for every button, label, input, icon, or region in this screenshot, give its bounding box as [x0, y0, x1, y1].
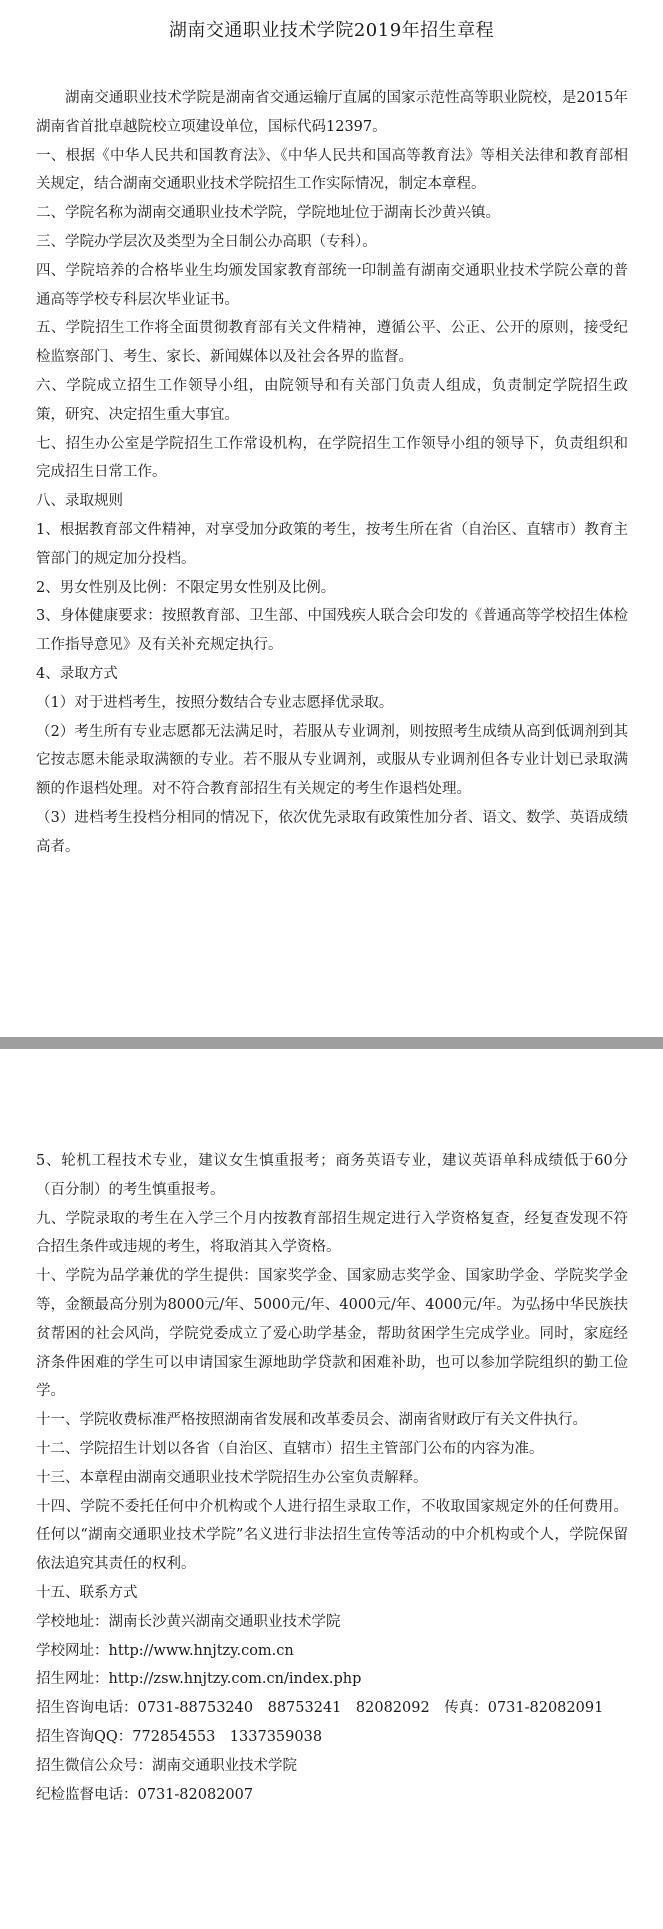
paragraph: （1）对于进档考生，按照分数结合专业志愿择优录取。 [36, 694, 394, 711]
section-heading: 十五、联系方式 [36, 1584, 138, 1601]
paragraph: 十一、学院收费标准严格按照湖南省发展和改革委员会、湖南省财政厅有关文件执行。 [36, 1412, 587, 1429]
contact-qq: 招生咨询QQ：772854553 1337359038 [36, 1728, 323, 1745]
paragraph: 2、男女性别及比例：不限定男女性别及比例。 [36, 579, 336, 596]
section-heading: 八、录取规则 [36, 493, 123, 510]
paragraph: 二、学院名称为湖南交通职业技术学院，学院地址位于湖南长沙黄兴镇。 [36, 205, 500, 222]
contact-supervision-phone: 纪检监督电话：0731-82082007 [36, 1786, 254, 1803]
paragraph: 六、学院成立招生工作领导小组，由院领导和有关部门负责人组成，负责制定学院招生政策，研究、决定招生重大事宜。 [36, 377, 628, 423]
document-title: 湖南交通职业技术学院2019年招生章程 [168, 20, 495, 41]
paragraph: 湖南交通职业技术学院是湖南省交通运输厅直属的国家示范性高等职业院校，是2015年湖南省首批卓越院校立项建设单位，国标代码12397。 [36, 90, 628, 135]
paragraph: 三、学院办学层次及类型为全日制公办高职（专科）。 [36, 233, 377, 250]
paragraph: 1、根据教育部文件精神，对享受加分政策的考生，按考生所在省（自治区、直辖市）教育主管部门的规定加分投档。 [36, 521, 628, 567]
paragraph: 一、根据《中华人民共和国教育法》、《中华人民共和国高等教育法》等相关法律和教育部相关规定，结合湖南交通职业技术学院招生工作实际情况，制定本章程。 [36, 147, 628, 193]
paragraph: 七、招生办公室是学院招生工作常设机构，在学院招生工作领导小组的领导下，负责组织和完成招生日常工作。 [36, 435, 628, 481]
document-page-2 [0, 1049, 663, 1929]
paragraph: 十二、学院招生计划以各省（自治区、直辖市）招生主管部门公布的内容为准。 [36, 1440, 544, 1457]
subsection-heading: 4、录取方式 [36, 665, 118, 682]
page-separator [0, 1037, 663, 1049]
contact-phone: 招生咨询电话：0731-88753240 88753241 82082092 传真：0731-82082091 [36, 1700, 604, 1717]
contact-website: 学校网址：http://www.hnjtzy.com.cn [36, 1642, 294, 1659]
paragraph: （3）进档考生投档分相同的情况下，依次优先录取有政策性加分者、语文、数学、英语成绩高者。 [36, 809, 628, 855]
paragraph: 5、轮机工程技术专业，建议女生慎重报考；商务英语专业，建议英语单科成绩低于60分（百分制）的考生慎重报考。 [36, 1153, 628, 1198]
paragraph: 五、学院招生工作将全面贯彻教育部有关文件精神，遵循公平、公正、公开的原则，接受纪检监察部门、考生、家长、新闻媒体以及社会各界的监督。 [36, 320, 628, 366]
page-2-body [36, 1147, 628, 1809]
paragraph: 四、学院培养的合格毕业生均颁发国家教育部统一印制盖有湖南交通职业技术学院公章的普通高等学校专科层次毕业证书。 [36, 262, 628, 308]
paragraph: 九、学院录取的考生在入学三个月内按教育部招生规定进行入学资格复查，经复查发现不符合招生条件或违规的考生，将取消其入学资格。 [36, 1210, 628, 1256]
contact-address: 学校地址：湖南长沙黄兴湖南交通职业技术学院 [36, 1613, 341, 1630]
contact-wechat: 招生微信公众号：湖南交通职业技术学院 [36, 1757, 297, 1774]
paragraph: 十、学院为品学兼优的学生提供：国家奖学金、国家励志奖学金、国家助学金、学院奖学金等，金额最高分别为8000元/年、5000元/年、4000元/年、4000元/年。为弘扬中华民族扶贫帮困的社会风尚，学院党委成立了爱心助学基金，帮助贫困学生完成学业。同时，家庭经济条件困难的学生可以申请国家生源地助学贷款和困难补助，也可以参加学院组织的勤工俭学。 [36, 1268, 628, 1400]
contact-admission-site: 招生网址：http://zsw.hnjtzy.com.cn/index.php [36, 1671, 362, 1688]
page-1-body [36, 84, 628, 862]
paragraph: 十三、本章程由湖南交通职业技术学院招生办公室负责解释。 [36, 1469, 428, 1486]
paragraph: （2）考生所有专业志愿都无法满足时，若服从专业调剂，则按照考生成绩从高到低调剂到其它按志愿未能录取满额的专业。若不服从专业调剂，或服从专业调剂但各专业计划已录取满额的作退档处理。对不符合教育部招生有关规定的考生作退档处理。 [36, 723, 628, 798]
paragraph: 3、身体健康要求：按照教育部、卫生部、中国残疾人联合会印发的《普通高等学校招生体检工作指导意见》及有关补充规定执行。 [36, 608, 628, 654]
paragraph: 十四、学院不委托任何中介机构或个人进行招生录取工作，不收取国家规定外的任何费用。任何以“湖南交通职业技术学院”名义进行非法招生宣传等活动的中介机构或个人，学院保留依法追究其责任的权利。 [36, 1498, 628, 1573]
